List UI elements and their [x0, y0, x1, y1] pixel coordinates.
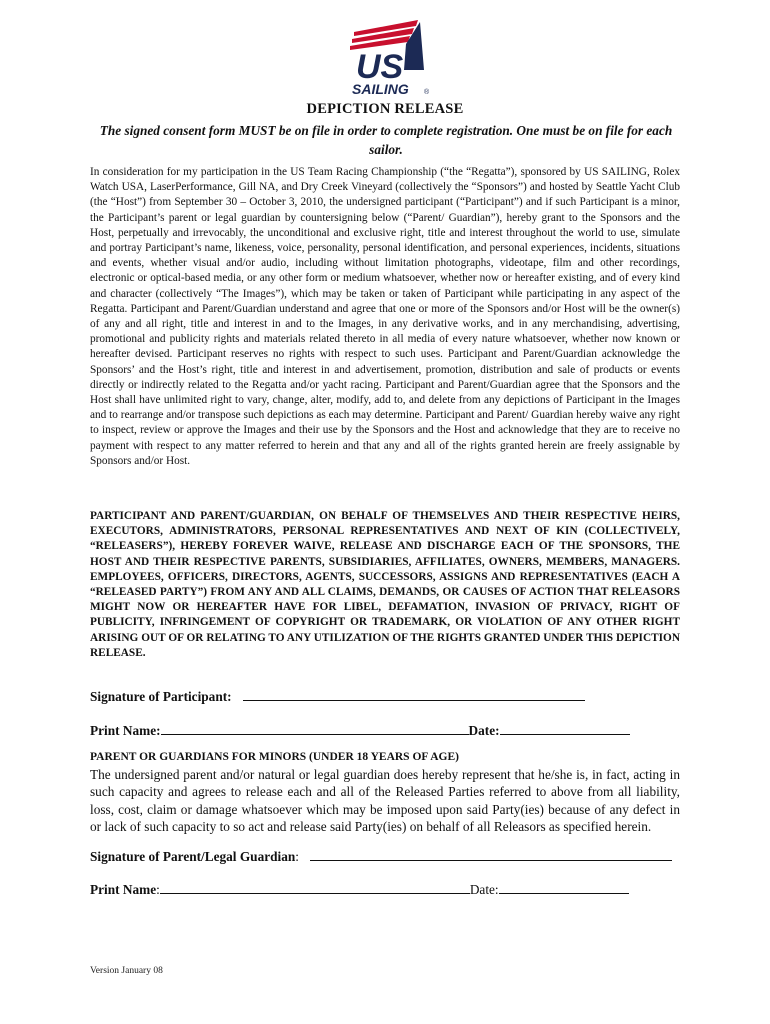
guardian-signature-field[interactable] [310, 846, 672, 861]
participant-signature-row [90, 686, 585, 705]
participant-print-row [90, 720, 630, 739]
guardian-print-name-field[interactable] [160, 879, 470, 894]
participant-print-name-label: Print Name: [90, 723, 161, 738]
logo-sailing-text: SAILING [352, 81, 409, 97]
guardian-signature-colon: : [295, 849, 299, 864]
guardian-print-name-colon: : [156, 882, 160, 897]
participant-signature-label: Signature of Participant: [90, 689, 232, 704]
logo-registered-mark: ® [424, 89, 430, 96]
guardian-print-row [90, 879, 629, 898]
guardian-date-field[interactable] [499, 879, 629, 894]
guardian-signature-label: Signature of Parent/Legal Guardian [90, 849, 296, 864]
guardian-heading: PARENT OR GUARDIANS FOR MINORS (UNDER 18 YEARS OF AGE) [90, 751, 459, 763]
participant-date-label: Date: [468, 723, 500, 738]
participant-print-name-field[interactable] [161, 720, 469, 735]
version-footer: Version January 08 [90, 966, 163, 976]
guardian-paragraph: The undersigned parent and/or natural or legal guardian does hereby represent that he/she is, in fact, acting in such capacity and agrees to release each and all of the Released Parties referred to above from all liability, loss, cost, claim or damage whatsoever which may be imposed upon said Party(ies) because of any defect in or lack of such capacity to so act and release said Party(ies) on behalf of all Releasors as specified herein. [90, 767, 680, 834]
us-sailing-logo [346, 18, 438, 98]
waiver-paragraph: PARTICIPANT AND PARENT/GUARDIAN, ON BEHALF OF THEMSELVES AND THEIR RESPECTIVE HEIRS, EXECUTORS, ADMINISTRATORS, PERSONAL REPRESENTATIVES AND NEXT OF KIN (COLLECTIVELY, “RELEASERS”), HEREBY FOREVER WAIVE, RELEASE AND DISCHARGE EACH OF THE SPONSORS, THE HOST AND THEIR RESPECTIVE PARENTS, SUBSIDIARIES, AFFILIATES, OWNERS, MEMBERS, MANAGERS. EMPLOYEES, OFFICERS, DIRECTORS, AGENTS, SUCCESSORS, ASSIGNS AND REPRESENTATIVES (EACH A “RELEASED PARTY”) FROM ANY AND ALL CLAIMS, DEMANDS, OR CAUSES OF ACTION THAT RELEASORS MIGHT NOW OR HEREAFTER HAVE FOR LIBEL, DEFAMATION, INVASION OF PRIVACY, RIGHT OF PUBLICITY, INFRINGEMENT OF COPYRIGHT OR TRADEMARK, OR VIOLATION OF ANY OTHER RIGHT ARISING OUT OF OR RELATING TO ANY UTILIZATION OF THE RIGHTS GRANTED UNDER THIS DEPICTION RELEASE. [90, 510, 680, 659]
guardian-date-label: Date: [469, 882, 499, 897]
participant-date-field[interactable] [500, 720, 630, 735]
guardian-signature-row [90, 846, 672, 865]
document-title: DEPICTION RELEASE [306, 101, 464, 117]
consent-paragraph: In consideration for my participation in the US Team Racing Championship (“the “Regatta”), sponsored by US SAILING, Rolex Watch USA, LaserPerformance, Gill NA, and Dry Creek Vineyard (collectively the “Sponsors”) and hosted by Seattle Yacht Club (the “Host”) from September 30 – October 3, 2010, the undersigned participant (“Participant”) and if such Participant is a minor, the Participant’s parent or legal guardian by countersigning below (“Parent/ Guardian”), hereby grant to the Sponsors and the Host, perpetually and irrevocably, the unconditional and exclusive right, title and interest throughout the world to use, simulate and portray Participant’s name, likeness, voice, personality, personal identification, and personal experiences, incidents, situations and events, whether visual and/or audio, including without limitation photographs, videotape, film and other recordings, electronic or optical-based media, or any other form or medium whatsoever, whether now or hereafter existing, and of every kind and character (collectively “The Images”), which may be taken or taken of Participant while participating in any aspect of the Regatta. Participant and Parent/Guardian understand and agree that one or more of the Sponsors and/or Host will be the owner(s) of any and all right, title and interest in and to the Images, in any derivative works, and in any merchandising, advertising, promotional and publicity rights and materials related thereto in all media of every nature whatsoever, whether now known or hereafter devised. Participant reserves no rights with respect to such uses. Participant and Parent/Guardian acknowledge the Sponsors’ and the Host’s right, title and interest in and advertisement, promotion, distribution and sale of products or events directly or indirectly related to the Regatta and/or yacht racing. Participant and Parent/Guardian agree that the Sponsors and the Host shall have unlimited right to vary, change, alter, modify, add to, and delete from any depictions of Participant in the Images and to rearrange and/or transpose such depictions as each may determine. Participant and Parent/ Guardian hereby waive any right to inspect, review or approve the Images and their use by the Sponsors and the Host and acknowledge that they are to receive no payment with respect to any matter referred to herein and that any and all of the rights granted herein are freely assignable by Sponsors and/or Host. [90, 166, 680, 467]
guardian-print-name-label: Print Name [90, 882, 157, 897]
document-subtitle: The signed consent form MUST be on file in order to complete registration. One must be on file for each sailor. [99, 123, 673, 157]
participant-signature-field[interactable] [243, 686, 585, 701]
us-sailing-logo-graphic [346, 18, 438, 98]
logo-us-text: US [356, 48, 404, 86]
